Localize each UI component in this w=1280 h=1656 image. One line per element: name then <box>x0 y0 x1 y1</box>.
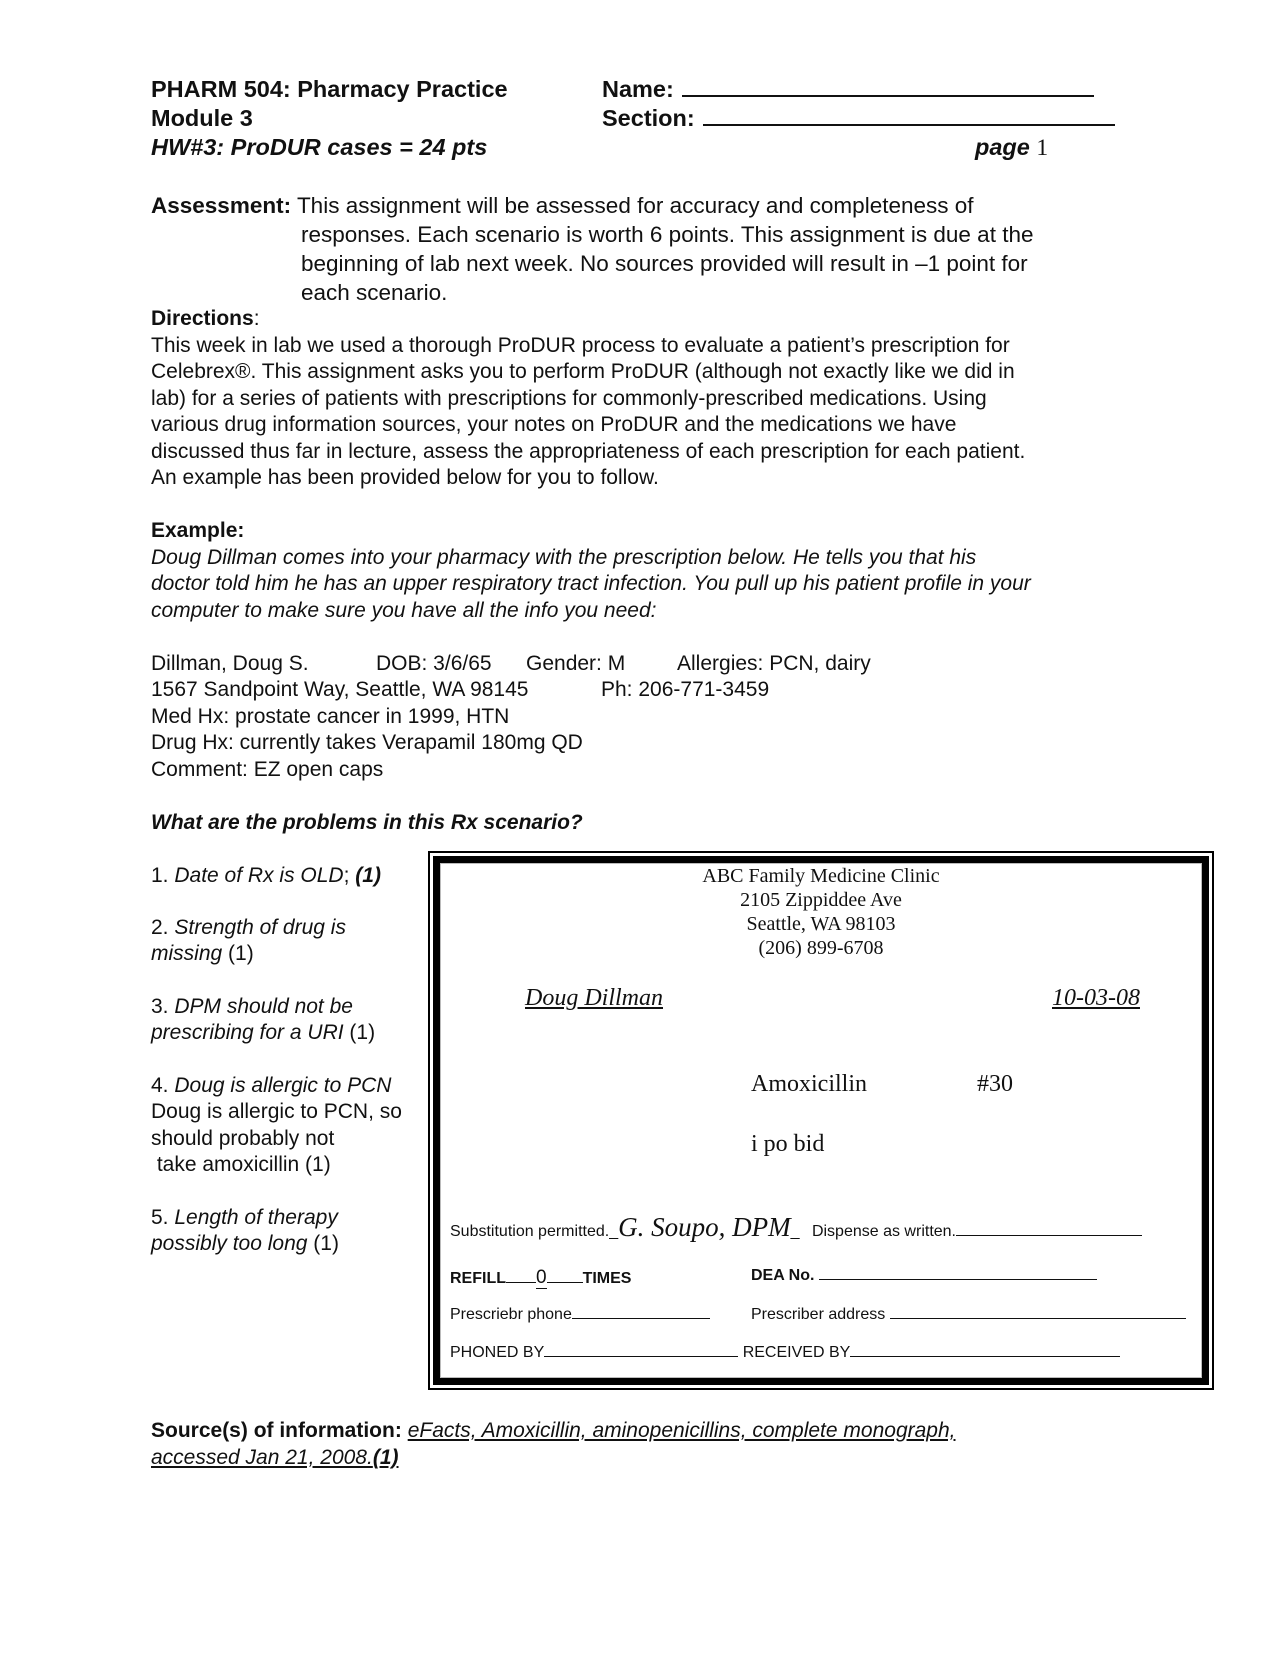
patient-name: Dillman, Doug S. <box>151 652 309 675</box>
refill-blank-left <box>506 1281 536 1283</box>
name-label: Name: <box>602 76 674 102</box>
source-line-1 <box>151 1445 399 1471</box>
rx-patient-name: Doug Dillman <box>525 985 663 1011</box>
problem-item-3 <box>151 994 375 1047</box>
example-line-1: doctor told him he has an upper respiratory tract infection. You pull up his patient profile in your <box>151 572 1031 595</box>
directions-line-2: lab) for a series of patients with prescriptions for commonly-prescribed medications. Using <box>151 387 987 410</box>
substitution-label: Substitution permitted._ <box>450 1223 619 1240</box>
problem-note: take amoxicillin (1) <box>151 1153 331 1177</box>
patient-med-hx: Med Hx: prostate cancer in 1999, HTN <box>151 705 510 728</box>
daw-blank[interactable] <box>956 1234 1142 1236</box>
section-field[interactable] <box>602 105 1115 132</box>
course-title: PHARM 504: Pharmacy Practice <box>151 76 508 102</box>
phoned-by-blank[interactable] <box>544 1355 738 1357</box>
section-blank[interactable] <box>703 123 1115 126</box>
directions-label: Directions <box>151 307 254 330</box>
rx-sig: i po bid <box>751 1131 825 1157</box>
prescriber-address-blank[interactable] <box>890 1317 1186 1319</box>
dea-blank[interactable] <box>819 1278 1097 1280</box>
problem-note: Doug is allergic to PCN, so <box>151 1100 402 1124</box>
problem-note: should probably not <box>151 1126 335 1150</box>
refill-row <box>450 1267 631 1289</box>
dea-label: DEA No. <box>751 1267 815 1284</box>
received-by-blank[interactable] <box>850 1355 1120 1357</box>
patient-phone: Ph: 206-771-3459 <box>601 678 770 701</box>
times-label: TIMES <box>582 1270 632 1287</box>
prescriber-phone-row <box>450 1306 710 1324</box>
section-label: Section: <box>602 105 695 131</box>
problem-points: (1) <box>355 864 381 887</box>
substitution-row <box>450 1212 1142 1243</box>
source-citation-line2: accessed Jan 21, 2008. <box>151 1446 373 1469</box>
prescriber-signature: G. Soupo, DPM <box>618 1212 791 1242</box>
source-label: Source(s) of information: <box>151 1419 402 1442</box>
clinic-name: ABC Family Medicine Clinic <box>702 865 940 887</box>
assessment-line-1: responses. Each scenario is worth 6 points. This assignment is due at the <box>301 222 1034 247</box>
directions-line-0: This week in lab we used a thorough ProDUR process to evaluate a patient’s prescription for <box>151 334 1010 357</box>
signature-trail: _ <box>790 1223 800 1240</box>
prescriber-phone-blank[interactable] <box>572 1317 710 1319</box>
problem-separator: ; <box>343 864 356 887</box>
patient-dob: DOB: 3/6/65 <box>376 652 492 675</box>
directions-colon: : <box>253 307 260 330</box>
assessment-line-2: beginning of lab next week. No sources provided will result in –1 point for <box>301 251 1028 276</box>
phoned-by-label: PHONED BY <box>450 1344 545 1361</box>
daw-label: Dispense as written. <box>811 1223 956 1240</box>
assessment-label: Assessment: <box>151 193 292 218</box>
source-citation-line1: eFacts, Amoxicillin, aminopenicillins, complete monograph, <box>407 1419 956 1442</box>
patient-drug-hx: Drug Hx: currently takes Verapamil 180mg QD <box>151 731 583 754</box>
patient-address: 1567 Sandpoint Way, Seattle, WA 98145 <box>151 678 529 701</box>
source-line-0 <box>151 1418 955 1444</box>
example-line-2: computer to make sure you have all the info you need: <box>151 599 657 622</box>
phoned-by-row <box>450 1344 1120 1362</box>
prescriber-address-row <box>751 1306 1186 1324</box>
problem-number: 3. <box>151 995 175 1018</box>
rx-date: 10-03-08 <box>1052 985 1140 1011</box>
dea-row <box>751 1267 1097 1285</box>
example-heading: Example: <box>151 519 245 542</box>
name-field[interactable] <box>602 76 1094 103</box>
example-line-0: Doug Dillman comes into your pharmacy with the prescription below. He tells you that his <box>151 546 977 569</box>
problem-item-5 <box>151 1205 339 1258</box>
problem-text: Date of Rx is OLD <box>174 864 344 887</box>
module-label: Module 3 <box>151 105 253 131</box>
problem-points: (1) <box>343 1021 376 1045</box>
problem-text: Length of therapy <box>174 1206 338 1229</box>
problem-text: possibly too long <box>151 1232 308 1256</box>
clinic-phone: (206) 899-6708 <box>758 937 884 959</box>
assessment-line-0 <box>151 191 974 220</box>
problem-item-4 <box>151 1073 402 1179</box>
directions-line-3: various drug information sources, your notes on ProDUR and the medications we have <box>151 413 957 436</box>
patient-comment: Comment: EZ open caps <box>151 758 384 781</box>
problem-item-1 <box>151 863 381 889</box>
name-blank[interactable] <box>682 94 1094 97</box>
page-number: 1 <box>1036 135 1049 161</box>
assessment-text: This assignment will be assessed for accuracy and completeness of <box>296 193 974 218</box>
problem-number: 1. <box>151 864 175 887</box>
problem-item-2 <box>151 915 346 968</box>
prescriber-phone-label: Prescriebr phone <box>450 1306 572 1323</box>
problem-text: DPM should not be <box>174 995 353 1018</box>
problem-points: (1) <box>307 1232 339 1256</box>
problem-number: 2. <box>151 916 175 939</box>
problem-text: missing <box>151 942 223 966</box>
clinic-street: 2105 Zippiddee Ave <box>740 889 902 911</box>
clinic-city: Seattle, WA 98103 <box>746 913 896 935</box>
clinic-header <box>428 864 1214 960</box>
directions-line-5: An example has been provided below for you to follow. <box>151 466 659 489</box>
problem-text: Strength of drug is <box>174 916 346 939</box>
assessment-line-3: each scenario. <box>301 280 448 305</box>
source-points: (1) <box>372 1446 399 1469</box>
rx-drug: Amoxicillin <box>751 1071 867 1097</box>
patient-allergies: Allergies: PCN, dairy <box>677 652 871 675</box>
problem-number: 4. <box>151 1074 175 1097</box>
question-heading: What are the problems in this Rx scenario? <box>151 811 583 834</box>
directions-heading <box>151 306 260 332</box>
problem-text: prescribing for a URI <box>151 1021 344 1045</box>
problem-number: 5. <box>151 1206 175 1229</box>
refill-value: 0 <box>536 1267 547 1288</box>
problem-points: (1) <box>222 942 254 966</box>
patient-gender: Gender: M <box>526 652 626 675</box>
received-by-label: RECEIVED BY <box>742 1344 851 1361</box>
refill-label: REFILL <box>450 1270 506 1287</box>
assignment-title: HW#3: ProDUR cases = 24 pts <box>151 134 488 160</box>
rx-quantity: #30 <box>977 1071 1013 1097</box>
page-indicator <box>975 134 1048 162</box>
directions-line-1: Celebrex®. This assignment asks you to perform ProDUR (although not exactly like we did in <box>151 360 1015 383</box>
prescriber-address-label: Prescriber address <box>751 1306 886 1323</box>
directions-line-4: discussed thus far in lecture, assess the appropriateness of each prescription for each patient. <box>151 440 1026 463</box>
problem-text: Doug is allergic to PCN <box>174 1074 392 1097</box>
refill-blank-right <box>547 1281 583 1283</box>
page-label: page <box>975 134 1030 160</box>
